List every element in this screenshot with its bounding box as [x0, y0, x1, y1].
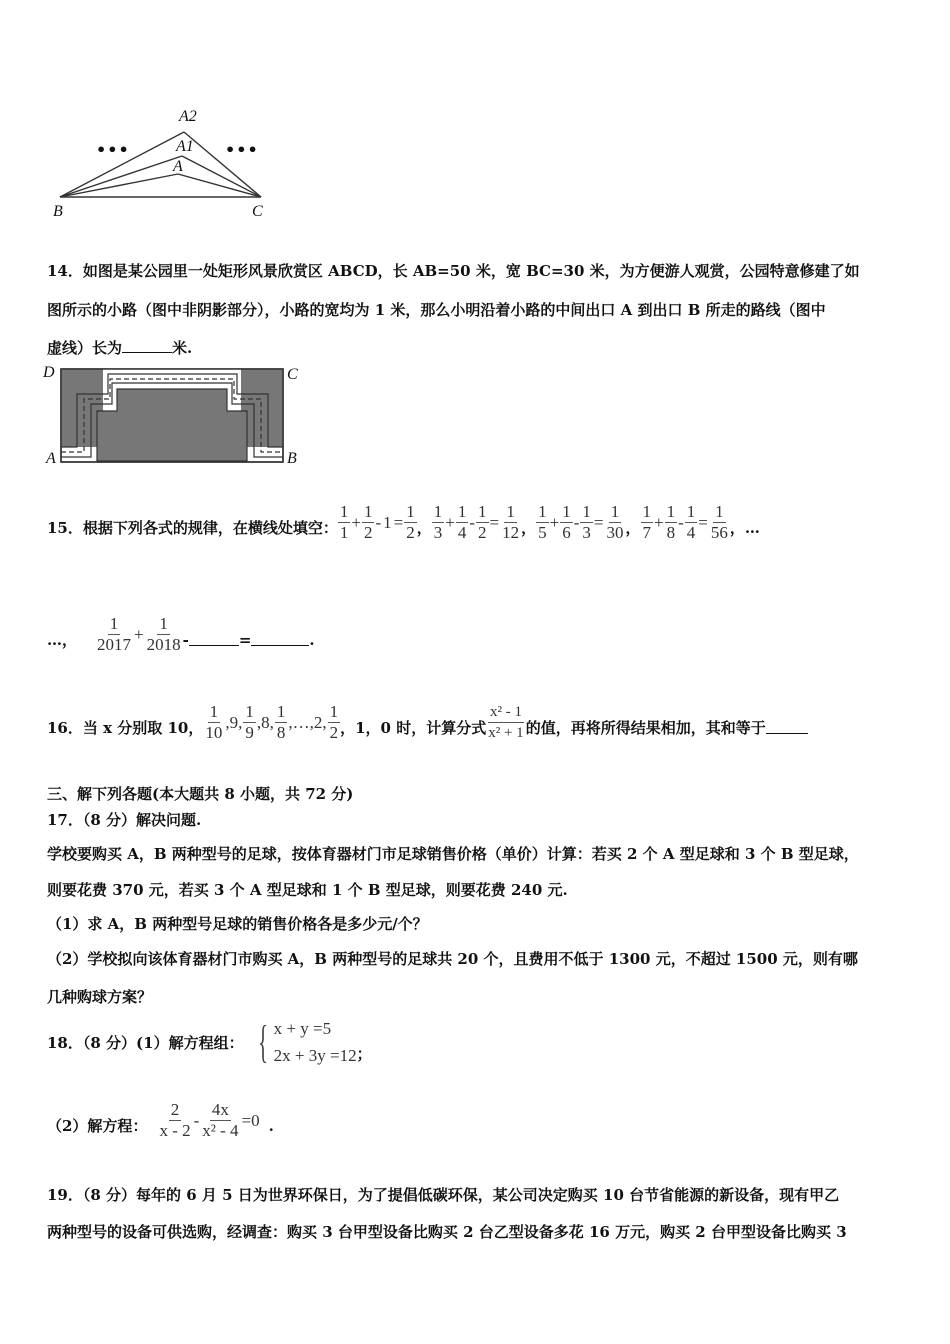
q19-line2: 两种型号的设备可供选购，经调查：购买 3 台甲型设备比购买 2 台乙型设备多花 16 万元，购买 2 台甲型设备比购买 3	[47, 1223, 847, 1241]
q18-line1	[47, 1015, 372, 1069]
den: 56	[710, 523, 728, 542]
frac-1-2	[328, 702, 341, 743]
label-a: A	[173, 158, 183, 175]
den: x² - 4	[202, 1121, 239, 1140]
frac-1-3	[432, 502, 445, 543]
rectangle-diagram	[40, 364, 310, 474]
section-3-title: 三、解下列各题(本大题共 8 小题，共 72 分)	[47, 785, 354, 803]
plus: +	[549, 512, 560, 532]
plus: +	[654, 512, 664, 532]
num: 1	[715, 502, 724, 521]
num: 4x	[211, 1100, 229, 1119]
den: 9	[245, 723, 254, 742]
dots-left: •••	[96, 140, 130, 159]
answer-blank-1	[189, 633, 239, 646]
den: 4	[457, 523, 467, 542]
equation-lines	[274, 1015, 357, 1069]
q18-part2-prefix: （2）解方程：	[47, 1117, 148, 1135]
label-c: C	[252, 203, 263, 220]
frac-1-5	[536, 502, 549, 543]
frac-expression	[486, 702, 525, 743]
equation-system	[252, 1015, 357, 1069]
frac-1-4	[456, 502, 469, 543]
frac-4x-over-x2-4	[200, 1100, 240, 1141]
q18-line2	[47, 1100, 274, 1141]
equals: =	[489, 512, 500, 532]
frac-1-30	[605, 502, 626, 543]
label-b: B	[53, 203, 63, 220]
num: 1	[666, 502, 676, 521]
q15-line2-prefix: …，	[47, 631, 78, 649]
triangle-diagram	[50, 108, 280, 228]
label-a2: A2	[179, 108, 197, 125]
answer-blank	[766, 721, 808, 734]
minus: -	[375, 512, 382, 532]
q16-prefix: 16．当 x 分别取 10，	[47, 719, 204, 737]
comma: ，	[729, 519, 745, 537]
num: x² - 1	[488, 702, 524, 723]
ellipsis: …	[744, 518, 760, 537]
frac-1-2018	[145, 614, 183, 655]
frac-1-7	[641, 502, 654, 543]
minus: -	[573, 512, 580, 532]
q17-line2: 则要花费 370 元，若买 3 个 A 型足球和 1 个 B 型足球，则要花费 240 元.	[47, 881, 568, 899]
frac-1-56	[709, 502, 730, 543]
q14-line3-post: 米.	[172, 339, 193, 357]
q14-line2: 图所示的小路（图中非阴影部分），小路的宽均为 1 米，那么小明沿着小路的中间出口 A 到出口 B 所走的路线（图中	[47, 301, 826, 319]
frac-1-12	[500, 502, 521, 543]
den: 2	[478, 523, 487, 542]
plus: +	[351, 512, 361, 532]
num: 1	[562, 502, 571, 521]
frac-1-1	[338, 502, 351, 543]
seq-b: ,8,	[256, 712, 274, 732]
answer-blank-2	[251, 633, 309, 646]
den: x - 2	[159, 1121, 191, 1140]
plus: +	[445, 512, 455, 532]
den: 3	[582, 523, 591, 542]
q17-part2-line2: 几种购球方案？	[47, 988, 153, 1006]
den: 2	[329, 723, 339, 742]
den: 5	[538, 523, 547, 542]
den: 2	[363, 523, 373, 542]
den: 8	[276, 723, 286, 742]
label-b: B	[287, 450, 297, 467]
den: 8	[666, 523, 676, 542]
frac-1-4b	[685, 502, 698, 543]
num: 1	[686, 502, 696, 521]
num: 1	[329, 702, 339, 721]
equals-zero: =0	[241, 1110, 260, 1130]
den: x² + 1	[488, 725, 524, 741]
den: 2018	[146, 635, 181, 654]
q14-line3-pre: 虚线）长为	[47, 339, 123, 357]
q14-line3	[47, 337, 192, 358]
frac-1-8	[665, 502, 678, 543]
num: 1	[363, 502, 373, 521]
equation-1: x + y =5	[273, 1019, 332, 1038]
q14-line1: 14．如图是某公园里一处矩形风景欣赏区 ABCD，长 AB=50 米，宽 BC=30 米，为方便游人观赏，公园特意修建了如	[47, 262, 860, 280]
frac-1-2c	[476, 502, 489, 543]
frac-1-2017	[95, 614, 133, 655]
label-d: D	[43, 364, 55, 381]
q17-part1: （1）求 A，B 两种型号足球的销售价格各是多少元/个？	[47, 915, 428, 933]
frac-1-8	[275, 702, 288, 743]
dots-right: •••	[225, 140, 259, 159]
den: 3	[433, 523, 443, 542]
num: 2	[170, 1100, 180, 1119]
frac-1-2b	[404, 502, 417, 543]
label-a: A	[46, 450, 56, 467]
q15-line1	[47, 502, 760, 543]
num: 1	[276, 702, 286, 721]
num: 1	[538, 502, 547, 521]
label-c: C	[287, 366, 298, 383]
frac-2-over-x-2	[157, 1100, 192, 1141]
equals: =	[393, 512, 404, 532]
num: 1	[478, 502, 487, 521]
den: 30	[606, 523, 624, 542]
den: 2017	[97, 635, 132, 654]
answer-blank	[122, 340, 172, 353]
period: .	[268, 1116, 274, 1135]
num: 1	[433, 502, 443, 521]
q16-suffix: 的值，再将所得结果相加，其和等于	[525, 719, 766, 737]
num: 1	[159, 614, 168, 633]
seq-a: ,9,	[225, 712, 243, 732]
equation-2: 2x + 3y =12	[273, 1046, 357, 1065]
comma: ，	[416, 519, 432, 537]
num: 1	[610, 502, 620, 521]
semicolon: ；	[356, 1044, 372, 1063]
minus: -	[469, 512, 476, 532]
den: 6	[562, 523, 571, 542]
q15-line2	[47, 614, 315, 655]
seq-c: ,…,2,	[288, 712, 327, 732]
frac-1-2	[362, 502, 375, 543]
num: 1	[457, 502, 467, 521]
rectangle-figure	[40, 364, 310, 474]
num: 1	[339, 502, 349, 521]
brace-icon: {	[257, 1016, 268, 1067]
q18-prefix: 18．（8 分）(1）解方程组：	[47, 1033, 244, 1052]
minus: -	[678, 512, 684, 532]
equals: =	[698, 512, 708, 532]
q15-prefix: 15．根据下列各式的规律，在横线处填空：	[47, 519, 338, 537]
den: 4	[686, 523, 696, 542]
num: 1	[506, 502, 515, 521]
num: 1	[582, 502, 591, 521]
q17-title: 17．（8 分）解决问题.	[47, 811, 202, 829]
label-a1: A1	[176, 138, 194, 155]
q19-line1: 19．（8 分）每年的 6 月 5 日为世界环保日，为了提倡低碳环保，某公司决定购买 10 台节省能源的新设备，现有甲乙	[47, 1186, 840, 1204]
den: 7	[642, 523, 652, 542]
plus: +	[134, 624, 144, 644]
frac-1-6	[560, 502, 573, 543]
frac-1-10	[203, 702, 224, 743]
period: .	[309, 630, 315, 649]
comma: ，	[625, 519, 641, 537]
den: 12	[502, 523, 520, 542]
frac-1-3b	[580, 502, 593, 543]
den: 2	[406, 523, 415, 542]
comma: ，	[521, 519, 537, 537]
triangle-figure	[50, 108, 280, 228]
equals: =	[593, 512, 604, 532]
num: 1	[642, 502, 652, 521]
q17-line1: 学校要购买 A，B 两种型号的足球，按体育器材门市足球销售价格（单价）计算：若买 2 个 A 型足球和 3 个 B 型足球，	[47, 845, 859, 863]
num: 1	[209, 702, 219, 721]
q16-middle: ，1，0 时，计算分式	[340, 719, 487, 737]
num: 1	[109, 614, 119, 633]
minus: -	[182, 630, 189, 649]
num: 1	[406, 502, 415, 521]
num: 1	[245, 702, 254, 721]
den: 1	[339, 523, 349, 542]
equals: =	[238, 630, 252, 649]
den: 10	[205, 723, 223, 742]
one: 1	[383, 512, 392, 532]
frac-1-9	[243, 702, 256, 743]
q17-part2-line1: （2）学校拟向该体育器材门市购买 A，B 两种型号的足球共 20 个，且费用不低于 1300 元，不超过 1500 元，则有哪	[47, 950, 858, 968]
minus: -	[193, 1110, 200, 1130]
q16-line	[47, 702, 808, 743]
